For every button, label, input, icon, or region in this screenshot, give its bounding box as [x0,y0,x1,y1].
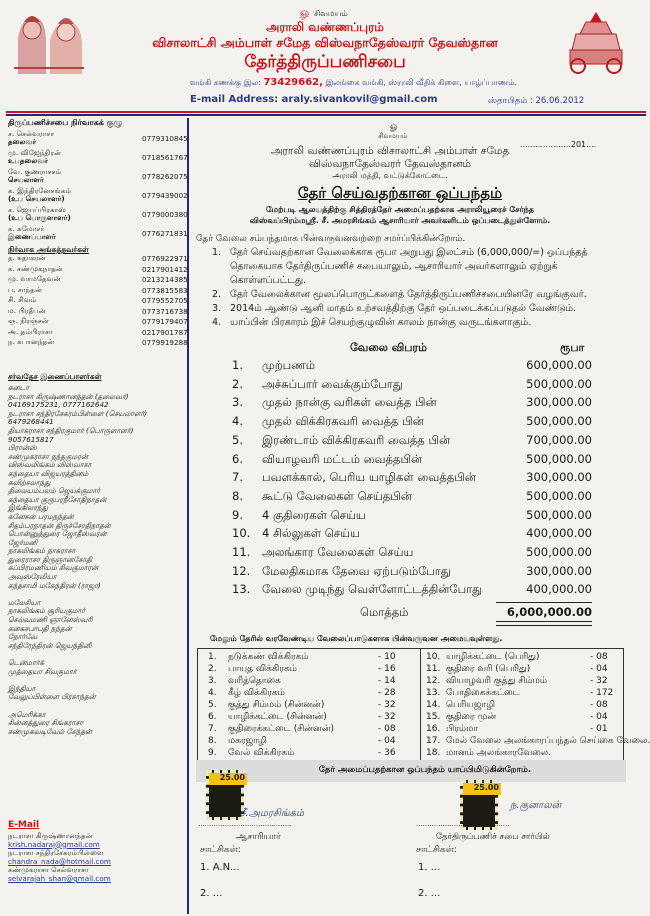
extra-qty: - 08 [378,724,396,734]
left-witness-1: 1. A.N... [200,862,240,873]
admin-phone: 0773815583 [142,285,188,295]
cost-amount: 500,000.00 [526,414,592,429]
coord-line: பிரான்ஸ் [8,443,37,453]
extra-name: வேல் விக்கிரகம் [228,748,295,758]
extras-title: மேலும் தேரில் வரவேண்டிய வேலைப்பாடுகளாக பின்வருவன அமையவுள்ளது. [210,634,503,643]
left-witness-2: 2. ... [200,888,223,899]
coord-line: கந்தையா குருபரநீசோதிநாதன் [8,494,107,504]
coord-line: சிதம்பரநாதன் திருச்சோதிநாதன் [8,520,111,530]
admin-name: க. சண்முகநாதன் [8,263,63,273]
coord-line: பொன்னுத்துரை ஜோதீஸ்வரன் [8,529,107,539]
extra-name: நடுக்கண் விக்கிரகம் [228,652,309,662]
coord-line: கனகசபாபதி நந்தன் [8,623,72,633]
total-rule [496,602,592,603]
header-email: E-mail Address: araly.sivankovil@gmail.com [190,94,438,105]
extra-name: யாழிக்கட்டை (பெரிது) [446,652,540,662]
extra-name: குதிரைக்கட்டை (சின்னன்) [228,724,334,734]
extra-qty: - 04 [590,664,608,674]
cost-row [232,489,592,509]
coord-line: இந்தியா [8,683,36,693]
cost-amount: 500,000.00 [526,451,592,466]
extra-name: மேல் வேலை அலங்காரப்பந்தல் செய்கை வேலை. [446,736,650,746]
cost-amount: 500,000.00 [526,376,592,391]
extra-number: 5. [208,700,217,710]
member-role: மு. விஜேந்திரன் [8,148,62,157]
cost-amount: 500,000.00 [526,507,592,522]
coord-line: அவுஸ்ரேலியா [8,572,57,582]
extra-name: குதிரை முன் [446,712,497,722]
extra-number: 9. [208,748,217,758]
email-line: நடராசா சந்திரசேகரம்பிள்ளை [8,848,104,858]
extra-qty: - 04 [378,736,396,746]
cost-number: 3. [232,395,243,410]
admin-name: சி. சிவம் [8,295,37,304]
cost-work: கூட்டு வேலைகள் செய்தபின் [262,488,412,503]
coord-line: தியாகராசா சந்திரகுமார் (பொருளாளர்) [8,425,134,435]
total-amount: 6,000,000.00 [506,605,592,619]
admin-phone: 0217901412 [142,264,188,274]
admin-phone: 0773716738 [142,306,188,316]
cost-amount: 300,000.00 [526,470,592,485]
member-role: க. இந்திரனேசங்கம் [8,186,72,195]
extra-qty: - 04 [590,712,608,722]
extra-qty: - 08 [590,700,608,710]
total-label: மொத்தம் [360,605,409,619]
coord-line: நடராசா கிருஷ்ணானந்தன் (தலைவர்) [8,391,129,401]
cost-work: அலங்கார வேலைகள் செய்ய [262,545,414,559]
admin-name: ஞ. நிரஞ்சன் [8,316,49,325]
cost-number: 4. [232,414,243,429]
cost-work: 4 சில்லுகள் செய்ய [262,526,360,541]
email-title: E-Mail [8,820,40,830]
address-line2: விஸ்வநாதேஸ்வரர் தேவஸ்தானம் [309,158,471,170]
condition-line: கொள்ளப்பட்டது. [230,275,307,286]
cost-row [232,470,592,490]
cost-amount: 700,000.00 [526,432,592,447]
coord-line: மலேசியா [8,597,41,607]
coord-line: சுவிற்சலாந்து [8,477,51,487]
extra-number: 15. [426,712,441,722]
cost-number: 7. [232,470,243,485]
condition-number: 2. [212,289,222,300]
cost-work: முதல் நான்கு வரிகள் வைத்த பின் [262,395,437,410]
extras-divider [420,648,421,760]
cost-header-amount: ரூபா [560,341,585,354]
cost-amount: 300,000.00 [526,395,592,410]
member-role: வே. குணராசசம் [8,167,62,176]
coord-line: 04169175231, 0777162642 [8,400,109,410]
member-phone: 0776271831 [142,229,188,238]
dots-right: .......................................... [416,820,510,828]
admin-phone: 0779179407 [142,317,188,326]
condition-line: 2014ம் ஆண்டு ஆனி மாதம் உற்சவத்திற்கு தேர் ஒப்படைக்கப்படுதல் வேண்டும். [230,303,577,314]
right-witness-1: 1. ... [418,862,441,873]
coord-line: திலையம்பலம் ஜெயக்குமார் [8,486,100,496]
cost-work: மேலதிகமாக தேவை ஏற்படும்போது [262,563,451,578]
member-title: (உப பொருளாளர்) [8,213,71,222]
extra-qty: - 01 [590,724,608,734]
email-line: chandra_nada@hotmail.com [8,856,111,866]
cost-work: இரண்டாம் விக்கிரகவரி வைத்த பின் [262,432,451,447]
condition-number: 3. [212,303,222,314]
cost-amount: 600,000.00 [526,358,592,372]
coord-line: சந்திரேந்திரன் ஜெயந்தினி [8,640,92,650]
header-line1: அராலி வண்ணப்புரம் [266,20,384,34]
coord-line: நடராசா சந்திரசேகரம்பிள்ளை (செயலாளர்) [8,408,148,418]
cost-row [232,582,592,602]
extra-number: 17. [426,736,441,746]
sign-statement: தேர் அமைப்பதற்கான ஒப்பந்தம் யாப்பிமிடுகின்றோம். [318,765,532,775]
agreement-date: ....................201.... [520,140,597,149]
extra-number: 11. [426,664,441,674]
intro-line2: விஸ்வப்பிரம்மஸ்ரீ. சீ. அமரசிங்கம் ஆசாரியார் அவர்களிடம் ஒப்படைத்துள்ளோம். [249,216,551,225]
cost-row [232,452,592,472]
extra-number: 10. [426,652,441,662]
coord-title: சர்வதேச இணைப்பாளர்கள் [8,372,102,381]
condition-number: 4. [212,317,222,328]
cost-number: 11. [232,545,251,559]
cost-row [232,414,592,434]
extra-qty: - 08 [590,652,608,662]
admin-phone: 0776922971 [142,254,188,263]
email-list [8,832,184,884]
extra-qty: - 36 [378,748,396,758]
extra-number: 1. [208,652,217,662]
extra-name: பாயுத விக்கிரகம் [228,664,297,674]
member-phone: 0779310845 [142,134,188,143]
extra-number: 12. [426,676,441,686]
member-role: ச. செல்வராசா [8,129,55,138]
extra-name: மகரஜாழி [228,736,267,746]
coord-line: வேலுப்பிள்ளை பிரசாந்தன் [8,692,96,702]
member-role: ச. ஜெயப்பிரகாஸ் [8,205,66,214]
cost-row [232,377,592,397]
coord-line: இங்கிலாந்து [8,503,48,513]
coord-line: 9057615817 [8,434,54,444]
dots-left: .......................................... [198,820,292,828]
right-witness-2: 2. ... [418,888,441,899]
coord-line: 6479268441 [8,417,54,427]
admin-title: நிர்வாக அங்கத்தவர்கள் [8,245,89,254]
intro-line1: மேற்படி ஆலயத்திற்கு சித்திரத்தேர் அமைப்பதற்காக அராலியூரைச் சேர்ந்த [265,205,535,214]
cost-work: முற்பணம் [262,358,316,372]
coord-line: சின்னத்துரை சிங்கராசா [8,718,84,728]
extra-number: 16. [426,724,441,734]
extra-name: யாழிக்கட்டை (சின்னன்) [228,712,327,722]
extra-number: 6. [208,712,217,722]
cost-amount: 400,000.00 [526,582,592,597]
admin-name: மு. வாமதேவன் [8,274,61,283]
admin-name: ப. சாந்தன் [8,284,42,294]
header-sivamayam: சிவமயம் [314,9,348,18]
conditions-intro: தேர் வேலை சம்பந்தமாக பின்வருவனவற்றை சமர்ப்பிக்கின்றோம். [196,234,466,244]
admin-phone: 0217901787 [142,327,188,337]
cost-number: 13. [232,582,251,597]
extra-qty: - 16 [378,664,396,674]
chariot-image [556,10,636,74]
condition-number: 1. [212,247,222,258]
header-line2: விசாலாட்சி அம்பாள் சமேத விஸ்வநாதேஸ்வரர் தேவஸ்தான [152,35,498,50]
member-phone: 0779439002 [142,191,188,200]
cost-work: பவளக்கால், பெரிய யாழிகள் வைத்தபின் [262,470,476,485]
founded-date: ஸ்தாபிதம் : 26.06.2012 [488,96,585,106]
cost-amount: 500,000.00 [526,545,592,559]
extra-number: 13. [426,688,441,698]
extra-name: கீழ் விக்கிரகம் [228,688,285,698]
left-party: ஆசாரியார் [236,832,281,842]
member-title: உபதலைவர் [8,156,48,165]
coord-line: சுப்பிரமணியம் சிவகுமாரன் [8,563,99,573]
condition-line: யாப்பின் பிரகாரம் இச் செயற்குழுவின் காலம் நான்கு வருடங்களாகும். [230,317,532,328]
coord-line: செல்வமணி ஞானேஸ்வரி [8,615,93,625]
member-title: செயலாளர் [8,175,44,184]
cost-number: 6. [232,451,243,466]
member-phone: 0779000380 [142,210,188,219]
extra-name: வியாழவரி குத்து சிம்மம் [446,676,548,686]
cost-row [232,508,592,528]
coord-line: நாகலிங்கம் நாகராசா [8,546,76,556]
condition-line: தேர் வேலைக்கான மூலப்பொருட்களைத் தேர்த்திருப்பணிச்சபையினரே வழங்குவர். [230,289,587,300]
coord-line: முத்தையா சிவகுமார் [8,666,77,676]
extra-name: பிரம்மா [446,724,479,734]
header-divider-blue [6,114,646,116]
signature-left: சீ.அமரசிங்கம் [240,808,305,819]
coord-line: கனடா [8,383,30,392]
coord-line: கந்தையா விஜயரத்தினம் [8,468,89,478]
cost-number: 12. [232,563,251,578]
member-phone: 0718561767 [142,153,188,162]
admin-name: ந. சுபானந்தன் [8,337,55,346]
admin-name: ம. பிரதீபன் [8,305,46,315]
coord-line: சண்முகவடிவேல் சேந்தன் [8,726,92,736]
extra-number: 2. [208,664,217,674]
condition-line: தொகையாக தேர்திருப்பணிச் சபையாலும், ஆசாரியார் அவர்களாலும் ஏற்றுக் [230,261,558,272]
coord-line: சண்முகராசா நந்தகுமரன் [8,451,88,461]
cost-row [232,564,592,584]
extra-qty: - 14 [378,676,396,686]
body-om: ௐ [390,122,399,132]
extra-number: 3. [208,676,217,686]
coord-line: டென்மார்க் [8,658,45,667]
coord-line: துரைராசா திருஞானசோதி [8,554,92,564]
cost-amount: 500,000.00 [526,488,592,503]
extra-qty: - 32 [590,676,608,686]
agreement-title: தேர் செய்வதற்கான ஒப்பந்தம் [297,184,503,202]
extra-number: 7. [208,724,217,734]
extra-number: 4. [208,688,217,698]
witness-label-right: சாட்சிகள்: [416,845,457,855]
extra-name: பெரியஜாழி [446,700,495,710]
cost-number: 10. [232,526,251,541]
om-symbol: ௐ [300,6,311,19]
cost-row [232,526,592,546]
cost-work: 4 குதிரைகள் செய்ய [262,507,366,522]
extra-name: குத்து சிம்மம் (சின்னன்) [228,700,325,710]
deity-image [10,8,88,74]
header-divider-red [6,111,646,113]
cost-number: 9. [232,507,243,522]
email-line: நடராசா கிருஷ்ணானந்தன் [8,831,93,840]
cost-number: 5. [232,432,243,447]
extra-qty: - 172 [590,688,614,698]
coord-line: ஜேர்மனி [8,537,38,547]
coord-line: விஸ்வலிங்கம் விஸ்வாசா [8,460,92,470]
coord-line: கந்தசாமி மகேந்திரன் (ராஜா) [8,580,101,590]
cost-work: வேலை முடிந்து வெள்ளோட்டத்தின்போது [262,582,483,597]
member-title: தலைவர் [8,137,37,146]
admin-name: த. சுதாகரன் [8,253,46,262]
cost-row [232,395,592,415]
email-line: சண்முகராசா செல்வராசா [8,865,89,875]
revenue-stamp-right: 25.00 [460,780,498,830]
address-line3: அராலி மத்தி, வட்டுக்கோட்டை. [332,171,448,180]
cost-row [232,358,592,378]
revenue-stamp-left: 25.00 [206,770,244,820]
witness-label-left: சாட்சிகள்: [200,845,241,855]
bank-info: வங்கி கணக்கு இல: 73429662, இலங்கை வங்கி, ஸ்ராலி வீதிக் கிளை, யாழ்ப்பாணம். [190,77,518,88]
body-sivamayam: சிவமயம் [378,132,408,140]
coord-list [8,384,184,736]
coord-line: நோர்வே [8,632,38,642]
email-line: selvarajah_shan@gmail.com [8,873,111,883]
cost-number: 1. [232,358,243,372]
coord-line: நாகலிங்கம் சூரியகுமார் [8,606,86,616]
header-line3: தேர்த்திருப்பணிசபை [244,52,406,72]
extra-name: போதிகைக்கட்டை [446,688,520,698]
admin-phone: 0779552705 [142,296,188,305]
cost-row [232,433,592,453]
cost-row [232,545,592,565]
condition-line: தேர் செய்வதற்கான வேலைக்காக ரூபா அறுபது இலட்சம் (6,000,000/=) ஒப்பந்தத் [230,247,588,258]
extra-name: வரித்தொகை [228,676,281,686]
extra-name: மானம் அலங்காரவேலை. [446,748,552,758]
cost-number: 2. [232,376,243,391]
address-line1: அராலி வண்ணப்புரம் விசாலாட்சி அம்பாள் சமேத [270,145,510,157]
right-party: தேர்திருப்பணிச் சபை சார்பில் [436,832,550,842]
admin-name: அ. தம்பிராசா [8,326,53,336]
extra-number: 14. [426,700,441,710]
extra-name: குதிரை வரி (பெரிது) [446,664,531,674]
cost-work: அச்சுப்பார் வைக்கும்போது [262,376,403,391]
coord-line: கனேசன் பரமநந்தன் [8,511,74,521]
extra-qty: - 28 [378,688,396,698]
email-line: krish.nadaraj@gmail.com [8,839,100,849]
cost-work: வியாழவரி மட்டம் வைத்தபின் [262,451,423,466]
cost-amount: 300,000.00 [526,563,592,578]
cost-work: முதல் விக்கிரகவரி வைத்த பின் [262,414,424,429]
extra-qty: - 32 [378,700,396,710]
cost-amount: 400,000.00 [526,526,592,541]
cost-header-work: வேலை விபரம் [350,341,427,354]
member-phone: 0778262075 [142,172,188,181]
signature-right: ந.குனாலன் [510,800,562,811]
member-role: க. சுமோசர் [8,224,45,233]
total-double-rule [496,621,592,626]
coord-line: அமெரிக்கா [8,709,46,719]
member-title: (உப செயலாளர்) [8,194,65,203]
cost-number: 8. [232,488,243,503]
member-title: இணைப்பாளர் [8,232,56,241]
admin-phone: 0213214385 [142,275,188,284]
extra-qty: - 10 [378,652,396,662]
admin-phone: 0779919288 [142,338,188,347]
extra-qty: - 32 [378,712,396,722]
committee-title: திருப்பணிச்சபை நிர்வாகக் குழு [8,118,123,127]
extra-number: 8. [208,736,217,746]
extra-number: 18. [426,748,441,758]
